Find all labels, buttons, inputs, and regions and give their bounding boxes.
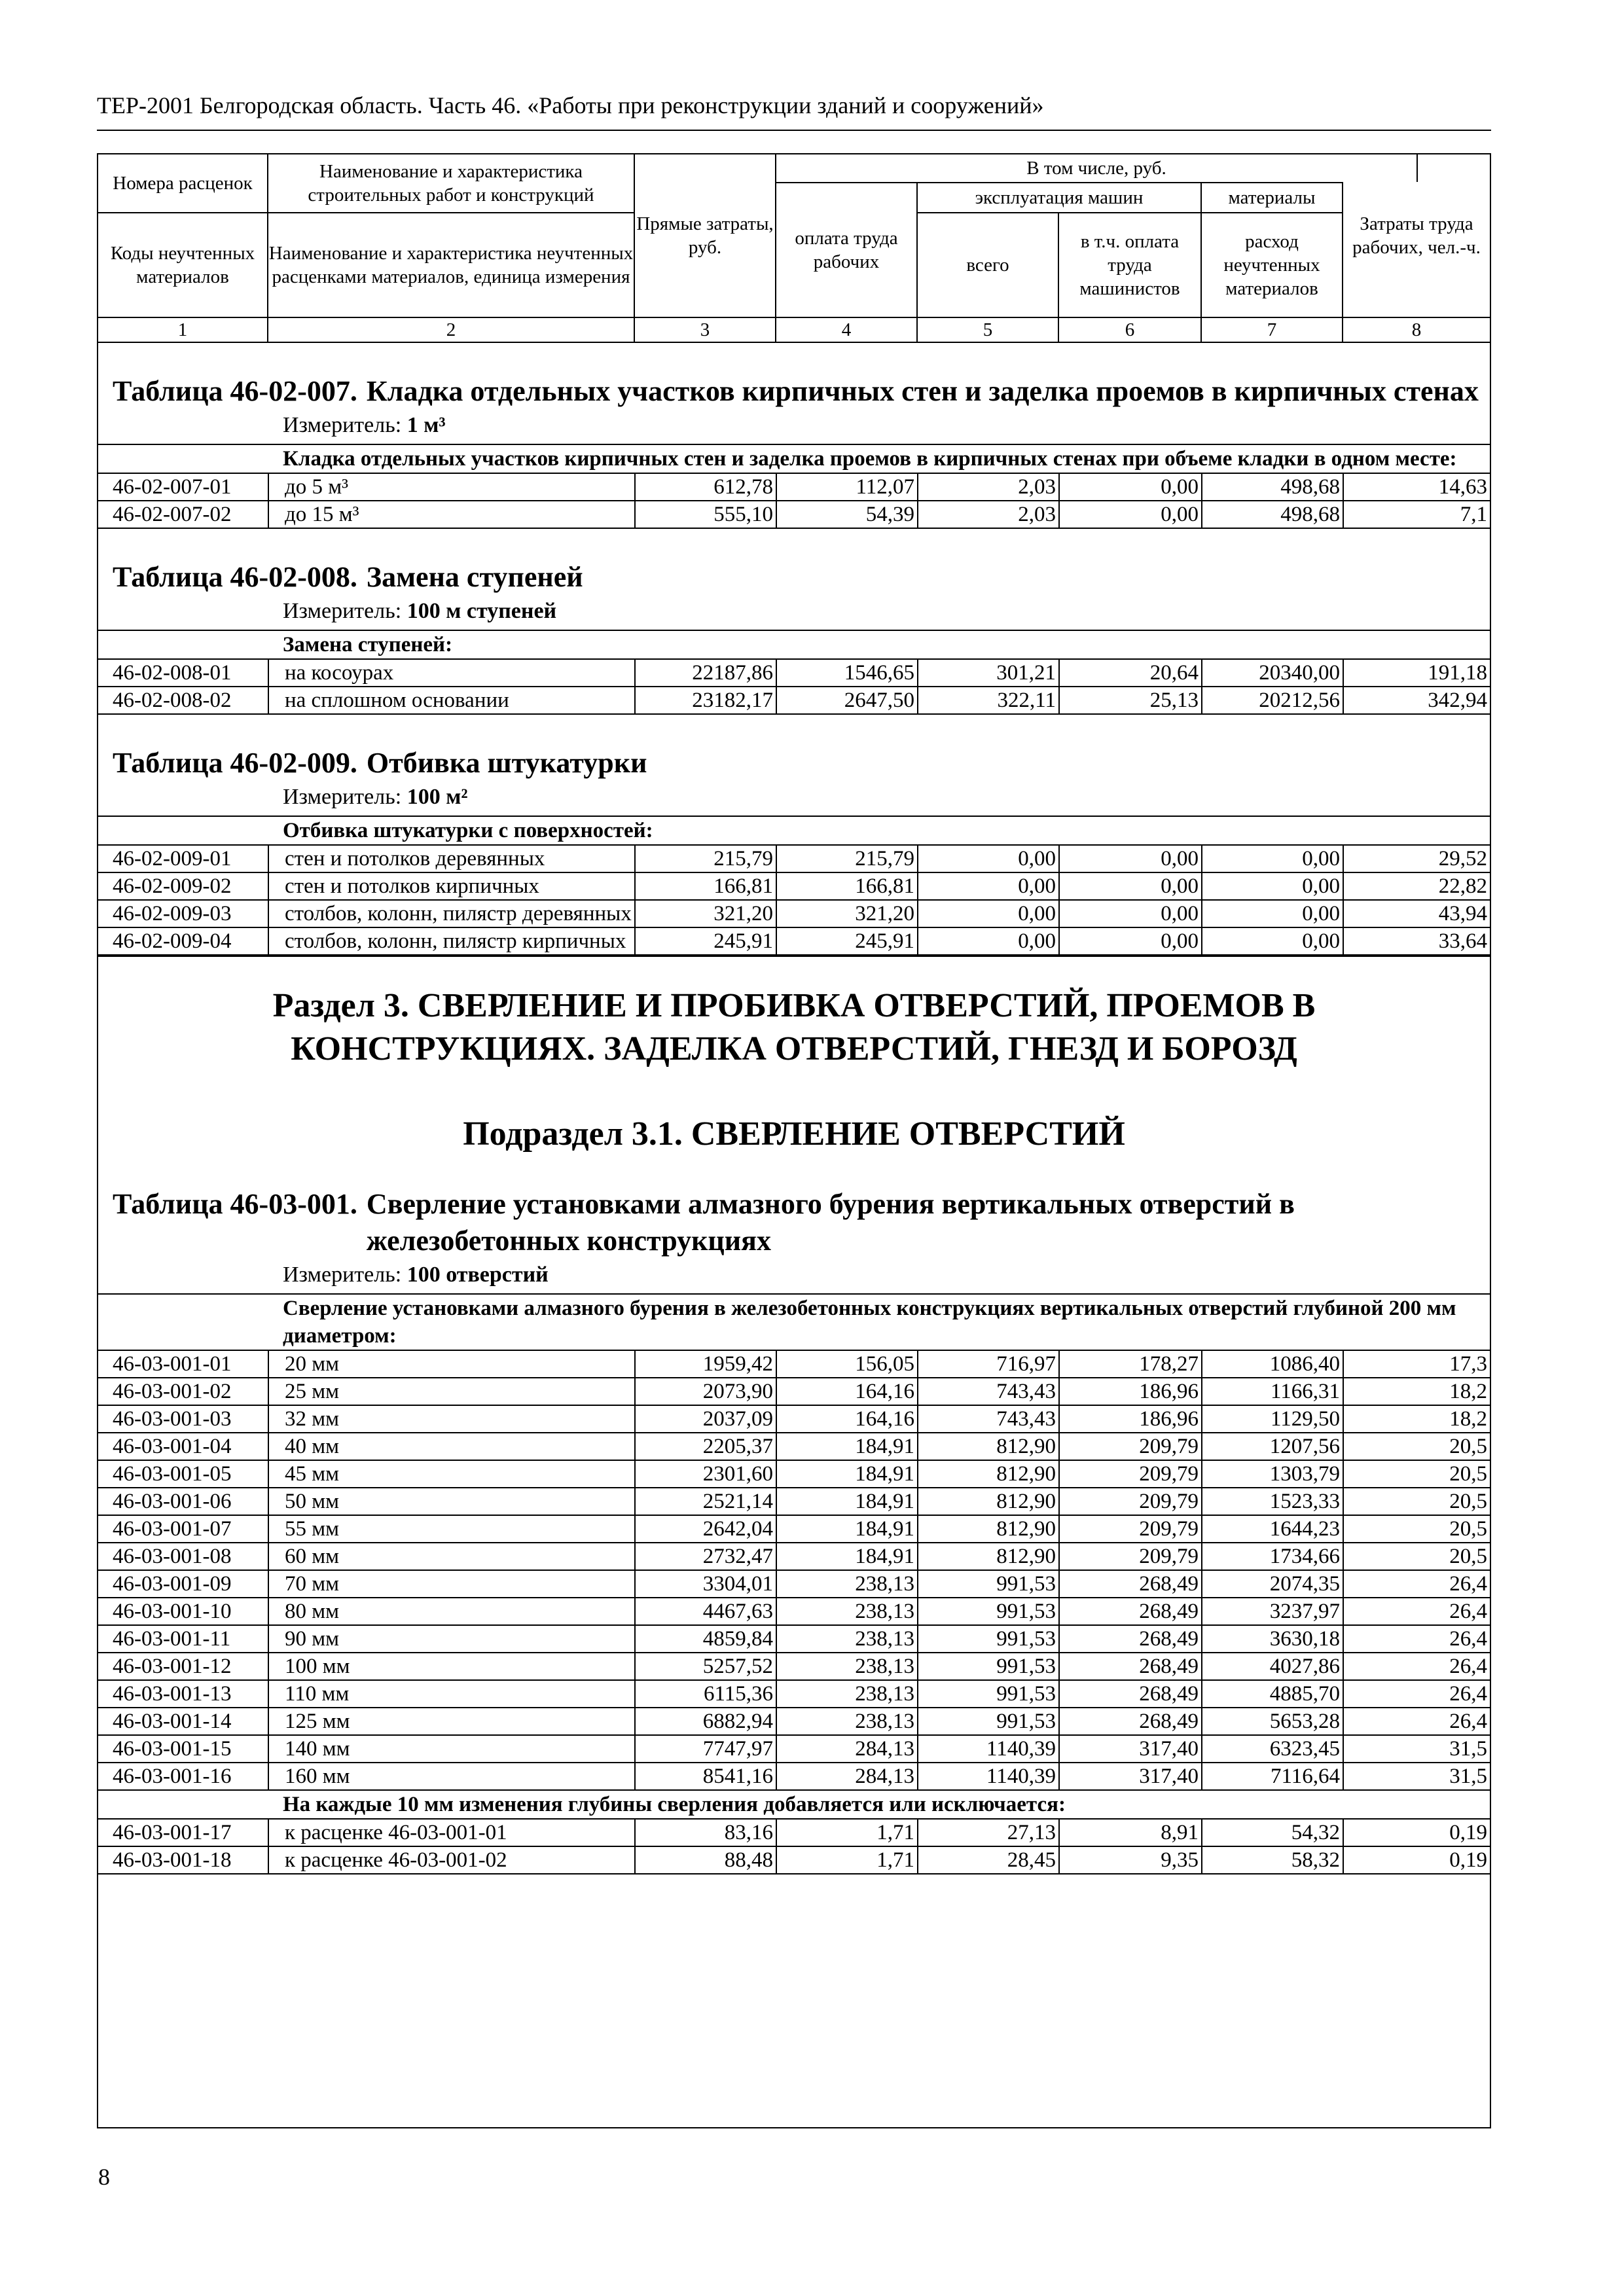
- labor-hours: 26,4: [1343, 1625, 1490, 1653]
- rate-code: 46-02-007-02: [98, 501, 268, 528]
- rate-code: 46-03-001-09: [98, 1570, 268, 1598]
- materials-cost: 6323,45: [1202, 1735, 1343, 1763]
- rates-table: [98, 1818, 1490, 1874]
- direct-cost: 22187,86: [635, 659, 776, 687]
- machines-total: 0,00: [918, 927, 1059, 955]
- machinist-pay: 0,00: [1059, 473, 1202, 501]
- materials-cost: 4027,86: [1202, 1653, 1343, 1680]
- table-row: [98, 900, 1490, 927]
- machinist-pay: 0,00: [1059, 927, 1202, 955]
- measure-value: 100 отверстий: [406, 1263, 549, 1287]
- group-caption: Отбивка штукатурки с поверхностей:: [98, 816, 1490, 844]
- running-header: ТЕР-2001 Белгородская область. Часть 46. «Работы при реконструкции зданий и сооружений»: [97, 92, 1044, 118]
- machines-total: 991,53: [918, 1653, 1059, 1680]
- table-row: [98, 1460, 1490, 1488]
- page-number: 8: [98, 2164, 110, 2190]
- work-name: 60 мм: [268, 1543, 635, 1570]
- labor-hours: 17,3: [1343, 1350, 1490, 1378]
- rate-code: 46-03-001-06: [98, 1488, 268, 1515]
- table-name: Замена ступеней: [366, 561, 583, 593]
- work-name: столбов, колонн, пилястр деревянных: [268, 900, 635, 927]
- labor-hours: 20,5: [1343, 1460, 1490, 1488]
- labor-hours: 22,82: [1343, 872, 1490, 900]
- materials-cost: 20340,00: [1202, 659, 1343, 687]
- table-row: [98, 1625, 1490, 1653]
- work-name: 100 мм: [268, 1653, 635, 1680]
- materials-cost: 1523,33: [1202, 1488, 1343, 1515]
- labor-pay: 184,91: [776, 1488, 918, 1515]
- col1-bottom-header: Коды неучтенных материалов: [98, 212, 268, 317]
- rate-code: 46-03-001-07: [98, 1515, 268, 1543]
- materials-cost: 20212,56: [1202, 687, 1343, 714]
- work-name: на сплошном основании: [268, 687, 635, 714]
- labor-pay: 112,07: [776, 473, 918, 501]
- group-header: В том числе, руб.: [776, 153, 1418, 182]
- labor-pay: 164,16: [776, 1378, 918, 1405]
- materials-cost: 1207,56: [1202, 1433, 1343, 1460]
- labor-hours: 7,1: [1343, 501, 1490, 528]
- machinist-pay: 178,27: [1059, 1350, 1202, 1378]
- col-number-7: 7: [1202, 317, 1343, 343]
- rate-code: 46-03-001-01: [98, 1350, 268, 1378]
- machines-total: 0,00: [918, 900, 1059, 927]
- measure-value: 100 м²: [406, 785, 468, 809]
- table-title: [98, 343, 1490, 410]
- work-name: к расценке 46-03-001-01: [268, 1819, 635, 1846]
- direct-cost: 5257,52: [635, 1653, 776, 1680]
- labor-pay: 1,71: [776, 1846, 918, 1874]
- machinist-pay: 268,49: [1059, 1598, 1202, 1625]
- rate-code: 46-02-009-03: [98, 900, 268, 927]
- table-row: [98, 1819, 1490, 1846]
- table-row: [98, 501, 1490, 528]
- col-number-6: 6: [1059, 317, 1202, 343]
- rate-code: 46-03-001-14: [98, 1708, 268, 1735]
- table-code: Таблица 46-03-001.: [113, 1188, 357, 1220]
- measure-line: [98, 596, 1490, 630]
- machinist-pay: 209,79: [1059, 1543, 1202, 1570]
- rate-code: 46-03-001-10: [98, 1598, 268, 1625]
- machinist-pay: 317,40: [1059, 1763, 1202, 1790]
- machinist-pay: 0,00: [1059, 501, 1202, 528]
- labor-pay: 321,20: [776, 900, 918, 927]
- measure-line: [98, 1259, 1490, 1293]
- labor-hours: 0,19: [1343, 1846, 1490, 1874]
- machines-total: 991,53: [918, 1708, 1059, 1735]
- materials-cost: 1303,79: [1202, 1460, 1343, 1488]
- table-row: [98, 1543, 1490, 1570]
- materials-cost: 3630,18: [1202, 1625, 1343, 1653]
- col1-top-header: Номера расценок: [98, 153, 268, 212]
- labor-pay: 184,91: [776, 1543, 918, 1570]
- table-title: [98, 715, 1490, 781]
- table-title: [98, 529, 1490, 596]
- table-name: Отбивка штукатурки: [366, 747, 647, 779]
- materials-cost: 0,00: [1202, 900, 1343, 927]
- rate-code: 46-02-009-01: [98, 845, 268, 872]
- table-row: [98, 1570, 1490, 1598]
- machines-total: 27,13: [918, 1819, 1059, 1846]
- rate-code: 46-03-001-15: [98, 1735, 268, 1763]
- materials-cost: 1166,31: [1202, 1378, 1343, 1405]
- direct-cost: 6115,36: [635, 1680, 776, 1708]
- table-name: Кладка отдельных участков кирпичных стен и заделка проемов в кирпичных стенах: [366, 375, 1479, 407]
- direct-cost: 321,20: [635, 900, 776, 927]
- direct-cost: 245,91: [635, 927, 776, 955]
- group-caption: Замена ступеней:: [98, 630, 1490, 658]
- rates-table: [98, 1350, 1490, 1791]
- work-name: 70 мм: [268, 1570, 635, 1598]
- table-code: Таблица 46-02-008.: [113, 561, 357, 593]
- labor-pay: 238,13: [776, 1708, 918, 1735]
- labor-hours: 26,4: [1343, 1653, 1490, 1680]
- rate-code: 46-02-009-04: [98, 927, 268, 955]
- labor-pay: 184,91: [776, 1433, 918, 1460]
- machines-total: 716,97: [918, 1350, 1059, 1378]
- direct-cost: 2205,37: [635, 1433, 776, 1460]
- machines-total: 812,90: [918, 1433, 1059, 1460]
- materials-cost: 0,00: [1202, 845, 1343, 872]
- section-title: Раздел 3. СВЕРЛЕНИЕ И ПРОБИВКА ОТВЕРСТИЙ, ПРОЕМОВ В КОНСТРУКЦИЯХ. ЗАДЕЛКА ОТВЕРСТИЙ, ГНЕЗД И БОРОЗД: [98, 956, 1490, 1071]
- work-name: столбов, колонн, пилястр кирпичных: [268, 927, 635, 955]
- work-name: 55 мм: [268, 1515, 635, 1543]
- column-header: [98, 153, 1490, 343]
- work-name: 160 мм: [268, 1763, 635, 1790]
- labor-pay: 238,13: [776, 1680, 918, 1708]
- materials-cost: 5653,28: [1202, 1708, 1343, 1735]
- machines-total: 2,03: [918, 501, 1059, 528]
- table-row: [98, 1515, 1490, 1543]
- machinist-pay: 20,64: [1059, 659, 1202, 687]
- group-caption: Сверление установками алмазного бурения в железобетонных конструкциях вертикальных отверстий глубиной 200 мм диаметром:: [98, 1293, 1490, 1350]
- measure-label: Измеритель:: [283, 413, 407, 437]
- direct-cost: 2301,60: [635, 1460, 776, 1488]
- machines-total: 991,53: [918, 1625, 1059, 1653]
- machines-total: 1140,39: [918, 1735, 1059, 1763]
- direct-cost: 2037,09: [635, 1405, 776, 1433]
- work-name: 25 мм: [268, 1378, 635, 1405]
- rate-code: 46-03-001-18: [98, 1846, 268, 1874]
- col8-header: Затраты труда рабочих, чел.-ч.: [1343, 153, 1490, 317]
- materials-cost: 7116,64: [1202, 1763, 1343, 1790]
- direct-cost: 83,16: [635, 1819, 776, 1846]
- table-row: [98, 1433, 1490, 1460]
- table-row: [98, 1846, 1490, 1874]
- col-number-2: 2: [268, 317, 635, 343]
- rate-code: 46-03-001-08: [98, 1543, 268, 1570]
- direct-cost: 2521,14: [635, 1488, 776, 1515]
- labor-hours: 26,4: [1343, 1708, 1490, 1735]
- labor-hours: 191,18: [1343, 659, 1490, 687]
- measure-value: 1 м³: [406, 413, 446, 437]
- table-code: Таблица 46-02-009.: [113, 747, 357, 779]
- table-row: [98, 845, 1490, 872]
- direct-cost: 2732,47: [635, 1543, 776, 1570]
- work-name: к расценке 46-03-001-02: [268, 1846, 635, 1874]
- labor-pay: 164,16: [776, 1405, 918, 1433]
- labor-pay: 245,91: [776, 927, 918, 955]
- labor-pay: 284,13: [776, 1763, 918, 1790]
- col3-header: Прямые затраты, руб.: [635, 153, 776, 317]
- machinist-pay: 268,49: [1059, 1680, 1202, 1708]
- rate-code: 46-02-009-02: [98, 872, 268, 900]
- machines-total: 812,90: [918, 1488, 1059, 1515]
- rate-code: 46-03-001-17: [98, 1819, 268, 1846]
- labor-hours: 14,63: [1343, 473, 1490, 501]
- work-name: 110 мм: [268, 1680, 635, 1708]
- machines-total: 812,90: [918, 1515, 1059, 1543]
- col6-header: в т.ч. оплата труда машинистов: [1059, 212, 1202, 317]
- materials-cost: 1734,66: [1202, 1543, 1343, 1570]
- table-row: [98, 927, 1490, 955]
- machinist-pay: 209,79: [1059, 1460, 1202, 1488]
- work-name: 32 мм: [268, 1405, 635, 1433]
- table-row: [98, 872, 1490, 900]
- machinist-pay: 9,35: [1059, 1846, 1202, 1874]
- rate-code: 46-02-008-02: [98, 687, 268, 714]
- machinist-pay: 25,13: [1059, 687, 1202, 714]
- labor-hours: 43,94: [1343, 900, 1490, 927]
- machines-total: 743,43: [918, 1378, 1059, 1405]
- work-name: 50 мм: [268, 1488, 635, 1515]
- work-name: до 5 м³: [268, 473, 635, 501]
- machines-total: 322,11: [918, 687, 1059, 714]
- work-name: 125 мм: [268, 1708, 635, 1735]
- group-caption: Кладка отдельных участков кирпичных стен и заделка проемов в кирпичных стенах при объеме кладки в одном месте:: [98, 444, 1490, 473]
- labor-pay: 215,79: [776, 845, 918, 872]
- materials-cost: 498,68: [1202, 501, 1343, 528]
- labor-hours: 0,19: [1343, 1819, 1490, 1846]
- header-rule: [97, 130, 1491, 131]
- labor-hours: 20,5: [1343, 1515, 1490, 1543]
- direct-cost: 2642,04: [635, 1515, 776, 1543]
- direct-cost: 555,10: [635, 501, 776, 528]
- table-row: [98, 1708, 1490, 1735]
- machines-total: 991,53: [918, 1598, 1059, 1625]
- measure-value: 100 м ступеней: [406, 599, 557, 623]
- table-code: Таблица 46-02-007.: [113, 375, 357, 407]
- machines-total: 0,00: [918, 845, 1059, 872]
- materials-cost: 498,68: [1202, 473, 1343, 501]
- rate-code: 46-03-001-13: [98, 1680, 268, 1708]
- labor-pay: 238,13: [776, 1653, 918, 1680]
- labor-hours: 18,2: [1343, 1378, 1490, 1405]
- work-name: на косоурах: [268, 659, 635, 687]
- work-name: 20 мм: [268, 1350, 635, 1378]
- labor-pay: 1546,65: [776, 659, 918, 687]
- rate-code: 46-02-007-01: [98, 473, 268, 501]
- work-name: 90 мм: [268, 1625, 635, 1653]
- labor-pay: 238,13: [776, 1598, 918, 1625]
- machinist-pay: 268,49: [1059, 1625, 1202, 1653]
- table-row: [98, 1653, 1490, 1680]
- materials-cost: 1129,50: [1202, 1405, 1343, 1433]
- rate-code: 46-03-001-05: [98, 1460, 268, 1488]
- col-number-1: 1: [98, 317, 268, 343]
- table-row: [98, 1350, 1490, 1378]
- col5-header: всего: [918, 212, 1059, 317]
- materials-cost: 0,00: [1202, 927, 1343, 955]
- machines-total: 991,53: [918, 1680, 1059, 1708]
- machines-total: 812,90: [918, 1460, 1059, 1488]
- labor-hours: 20,5: [1343, 1488, 1490, 1515]
- measure-label: Измеритель:: [283, 599, 407, 623]
- machinist-pay: 0,00: [1059, 900, 1202, 927]
- labor-hours: 18,2: [1343, 1405, 1490, 1433]
- direct-cost: 23182,17: [635, 687, 776, 714]
- work-name: стен и потолков деревянных: [268, 845, 635, 872]
- rate-code: 46-03-001-16: [98, 1763, 268, 1790]
- col-number-8: 8: [1343, 317, 1490, 343]
- labor-pay: 54,39: [776, 501, 918, 528]
- work-name: 140 мм: [268, 1735, 635, 1763]
- direct-cost: 166,81: [635, 872, 776, 900]
- table-row: [98, 1598, 1490, 1625]
- work-name: до 15 м³: [268, 501, 635, 528]
- machinist-pay: 268,49: [1059, 1570, 1202, 1598]
- measure-label: Измеритель:: [283, 785, 407, 809]
- labor-hours: 26,4: [1343, 1570, 1490, 1598]
- measure-label: Измеритель:: [283, 1263, 407, 1287]
- col-number-5: 5: [918, 317, 1059, 343]
- labor-hours: 26,4: [1343, 1598, 1490, 1625]
- table-title: [98, 1156, 1490, 1259]
- direct-cost: 1959,42: [635, 1350, 776, 1378]
- content-flow: [98, 343, 1490, 1874]
- work-name: 45 мм: [268, 1460, 635, 1488]
- machinist-pay: 268,49: [1059, 1708, 1202, 1735]
- machinist-pay: 186,96: [1059, 1378, 1202, 1405]
- labor-pay: 166,81: [776, 872, 918, 900]
- direct-cost: 4859,84: [635, 1625, 776, 1653]
- machines-total: 2,03: [918, 473, 1059, 501]
- rate-code: 46-03-001-12: [98, 1653, 268, 1680]
- table-row: [98, 1680, 1490, 1708]
- direct-cost: 612,78: [635, 473, 776, 501]
- materials-cost: 3237,97: [1202, 1598, 1343, 1625]
- machinist-pay: 209,79: [1059, 1515, 1202, 1543]
- work-name: стен и потолков кирпичных: [268, 872, 635, 900]
- labor-hours: 20,5: [1343, 1433, 1490, 1460]
- labor-hours: 31,5: [1343, 1763, 1490, 1790]
- labor-pay: 156,05: [776, 1350, 918, 1378]
- machinist-pay: 0,00: [1059, 872, 1202, 900]
- table-row: [98, 687, 1490, 714]
- machines-total: 0,00: [918, 872, 1059, 900]
- labor-hours: 20,5: [1343, 1543, 1490, 1570]
- machinist-pay: 209,79: [1059, 1488, 1202, 1515]
- labor-hours: 31,5: [1343, 1735, 1490, 1763]
- col-number-3: 3: [635, 317, 776, 343]
- materials-cost: 2074,35: [1202, 1570, 1343, 1598]
- machinist-pay: 8,91: [1059, 1819, 1202, 1846]
- direct-cost: 215,79: [635, 845, 776, 872]
- materials-cost: 58,32: [1202, 1846, 1343, 1874]
- labor-hours: 29,52: [1343, 845, 1490, 872]
- direct-cost: 4467,63: [635, 1598, 776, 1625]
- measure-line: [98, 781, 1490, 816]
- labor-pay: 238,13: [776, 1625, 918, 1653]
- machines-total: 28,45: [918, 1846, 1059, 1874]
- table-name: Сверление установками алмазного бурения вертикальных отверстий в железобетонных конструкциях: [366, 1188, 1295, 1257]
- machinist-pay: 0,00: [1059, 845, 1202, 872]
- labor-pay: 284,13: [776, 1735, 918, 1763]
- table-row: [98, 1488, 1490, 1515]
- labor-hours: 342,94: [1343, 687, 1490, 714]
- work-name: 80 мм: [268, 1598, 635, 1625]
- machinist-pay: 186,96: [1059, 1405, 1202, 1433]
- col2-top-header: Наименование и характеристика строительных работ и конструкций: [268, 153, 635, 212]
- rate-code: 46-03-001-11: [98, 1625, 268, 1653]
- table-row: [98, 1405, 1490, 1433]
- materials-cost: 0,00: [1202, 872, 1343, 900]
- labor-pay: 2647,50: [776, 687, 918, 714]
- rates-table: [98, 473, 1490, 529]
- labor-hours: 26,4: [1343, 1680, 1490, 1708]
- work-name: 40 мм: [268, 1433, 635, 1460]
- labor-hours: 33,64: [1343, 927, 1490, 955]
- rate-code: 46-03-001-02: [98, 1378, 268, 1405]
- table-row: [98, 473, 1490, 501]
- labor-pay: 184,91: [776, 1515, 918, 1543]
- rate-code: 46-02-008-01: [98, 659, 268, 687]
- machinist-pay: 317,40: [1059, 1735, 1202, 1763]
- table-row: [98, 1735, 1490, 1763]
- labor-pay: 1,71: [776, 1819, 918, 1846]
- measure-line: [98, 410, 1490, 444]
- machines-total: 301,21: [918, 659, 1059, 687]
- machines-total: 1140,39: [918, 1763, 1059, 1790]
- materials-cost: 4885,70: [1202, 1680, 1343, 1708]
- col-number-4: 4: [776, 317, 918, 343]
- materials-cost: 1644,23: [1202, 1515, 1343, 1543]
- group-caption: На каждые 10 мм изменения глубины сверления добавляется или исключается:: [283, 1793, 1066, 1816]
- materials-cost: 54,32: [1202, 1819, 1343, 1846]
- materials-header: материалы: [1202, 182, 1343, 212]
- machinist-pay: 209,79: [1059, 1433, 1202, 1460]
- rates-table: [98, 844, 1490, 956]
- table-row: [98, 659, 1490, 687]
- machines-total: 812,90: [918, 1543, 1059, 1570]
- col2-bottom-header: Наименование и характеристика неучтенных расценками материалов, единица измерения: [268, 212, 635, 317]
- labor-pay: 184,91: [776, 1460, 918, 1488]
- col7-header: расход неучтенных материалов: [1202, 212, 1343, 317]
- machines-total: 743,43: [918, 1405, 1059, 1433]
- rates-table: [98, 658, 1490, 715]
- labor-pay: 238,13: [776, 1570, 918, 1598]
- machines-total: 991,53: [918, 1570, 1059, 1598]
- direct-cost: 3304,01: [635, 1570, 776, 1598]
- direct-cost: 2073,90: [635, 1378, 776, 1405]
- direct-cost: 8541,16: [635, 1763, 776, 1790]
- direct-cost: 7747,97: [635, 1735, 776, 1763]
- rate-code: 46-03-001-03: [98, 1405, 268, 1433]
- price-table-frame: [97, 153, 1491, 2128]
- table-row: [98, 1763, 1490, 1790]
- direct-cost: 88,48: [635, 1846, 776, 1874]
- subsection-title: Подраздел 3.1. СВЕРЛЕНИЕ ОТВЕРСТИЙ: [463, 1115, 1125, 1153]
- rate-code: 46-03-001-04: [98, 1433, 268, 1460]
- table-row: [98, 1378, 1490, 1405]
- materials-cost: 1086,40: [1202, 1350, 1343, 1378]
- direct-cost: 6882,94: [635, 1708, 776, 1735]
- machinist-pay: 268,49: [1059, 1653, 1202, 1680]
- col4-header: оплата труда рабочих: [776, 182, 918, 317]
- machines-header: эксплуатация машин: [918, 182, 1202, 212]
